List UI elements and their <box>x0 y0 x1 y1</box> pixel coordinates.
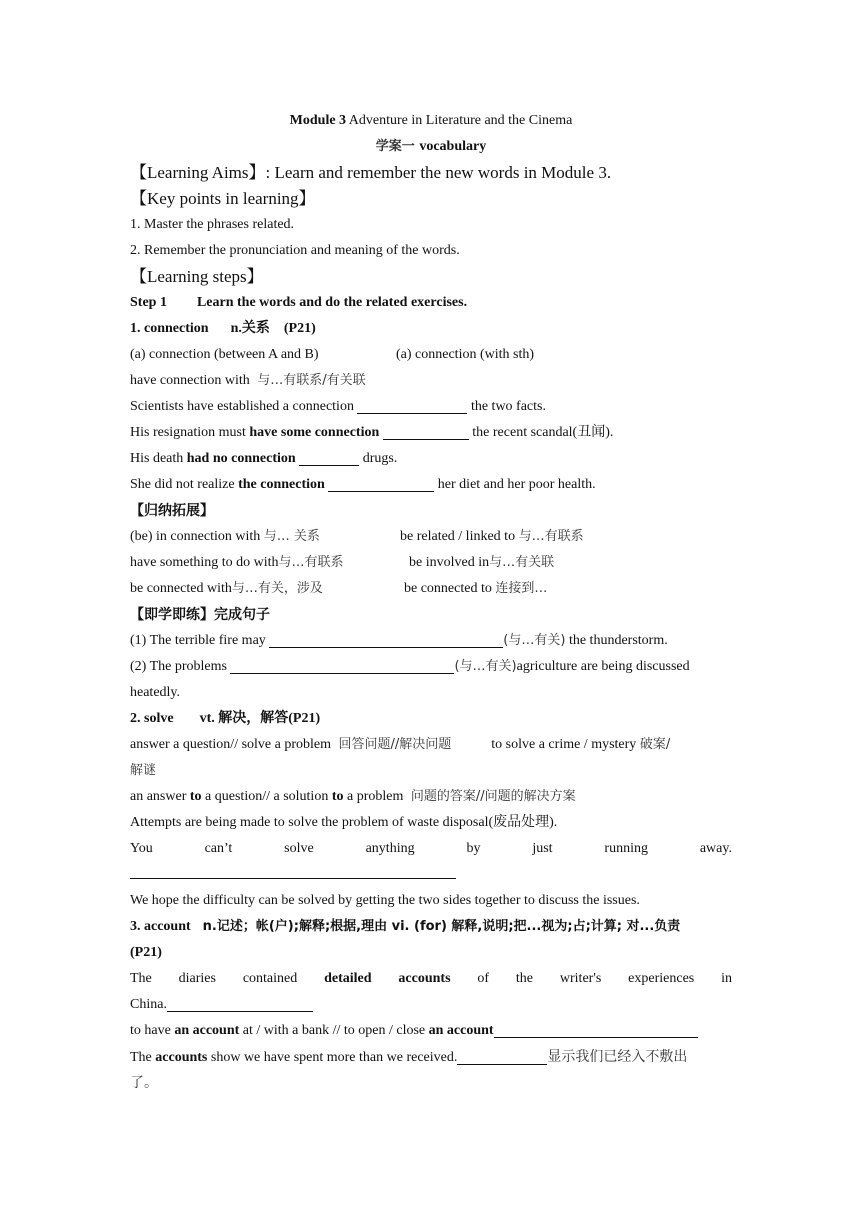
fill-blank[interactable] <box>299 449 359 466</box>
connection-example: She did not realize the connection her diet and her poor health. <box>130 477 596 492</box>
subtitle: 学案一 vocabulary <box>375 139 487 154</box>
solve-answer-to: an answer to a question// a solution to a problem 问题的答案//问题的解决方案 <box>130 789 576 804</box>
extension-row: be connected with与…有关，涉及 be connected to 连接到… <box>130 581 548 596</box>
solve-example: Attempts are being made to solve the problem of waste disposal(废品处理). <box>130 815 558 830</box>
solve-usage-continued: 解谜 <box>130 763 157 778</box>
fill-blank[interactable] <box>230 657 454 674</box>
solve-example-justified: You can’t solve anything by just running away. <box>130 841 732 856</box>
practice-item: (2) The problems (与…有关)agriculture are being discussed <box>130 659 690 674</box>
worksheet-page <box>130 108 732 1096</box>
account-example: The accounts show we have spent more than we received. 显示我们已经入不敷出 <box>130 1049 688 1065</box>
connection-example: His death had no connection drugs. <box>130 451 398 466</box>
fill-blank[interactable] <box>269 631 503 648</box>
module-title: Module 3 Adventure in Literature and the Cinema <box>289 113 573 128</box>
connection-have: have connection with 与…有联系/有关联 <box>130 373 366 388</box>
fill-blank[interactable] <box>328 475 434 492</box>
word-connection-heading: 1. connection n.关系 (P21) <box>130 321 316 336</box>
key-point: 2. Remember the pronunciation and meaning of the words. <box>130 243 460 258</box>
practice-heading: 【即学即练】完成句子 <box>130 607 270 623</box>
practice-item: (1) The terrible fire may (与…有关) the thunderstorm. <box>130 633 668 648</box>
connection-example: His resignation must have some connection the recent scandal(丑闻). <box>130 425 614 440</box>
translation-line <box>130 862 732 888</box>
fill-blank[interactable] <box>357 397 467 414</box>
fill-blank[interactable] <box>383 423 469 440</box>
solve-example: We hope the difficulty can be solved by getting the two sides together to discuss the issues. <box>130 893 640 908</box>
fill-blank[interactable] <box>130 862 456 879</box>
extension-row: have something to do with与…有联系 be involved in与…有关联 <box>130 555 555 570</box>
solve-usage: answer a question// solve a problem 回答问题//解决问题 to solve a crime / mystery 破案/ <box>130 737 671 752</box>
word-solve-heading: 2. solve vt. 解决，解答(P21) <box>130 711 321 726</box>
fill-blank[interactable] <box>494 1021 698 1038</box>
practice-item-continued: heatedly. <box>130 685 181 700</box>
account-page: (P21) <box>130 945 162 960</box>
extension-row: (be) in connection with 与… 关系 be related / linked to 与…有联系 <box>130 529 584 544</box>
account-example-continued: 了。 <box>130 1075 158 1091</box>
account-bank: to have an account at / with a bank // to open / close an account <box>130 1018 732 1044</box>
extension-heading: 【归纳拓展】 <box>130 503 214 519</box>
connection-example: Scientists have established a connection the two facts. <box>130 399 546 414</box>
account-example-continued: China. <box>130 992 732 1018</box>
step-1: Step 1 Learn the words and do the related exercises. <box>130 295 468 310</box>
fill-blank[interactable] <box>167 995 313 1012</box>
connection-usage: (a) connection (between A and B) (a) connection (with sth) <box>130 347 535 362</box>
key-points-heading: 【Key points in learning】 <box>130 189 316 208</box>
learning-aims: 【Learning Aims】: Learn and remember the new words in Module 3. <box>130 163 612 182</box>
key-point: 1. Master the phrases related. <box>130 217 295 232</box>
fill-blank[interactable] <box>457 1048 547 1065</box>
learning-steps-heading: 【Learning steps】 <box>130 267 264 286</box>
account-example-justified: The diaries contained detailed accounts of the writer's experiences in <box>130 971 732 986</box>
word-account-heading: 3. account n.记述；帐(户);解释;根据,理由 vi. (for) 解释,说明;把...视为;占;计算; 对...负责 <box>130 919 681 934</box>
